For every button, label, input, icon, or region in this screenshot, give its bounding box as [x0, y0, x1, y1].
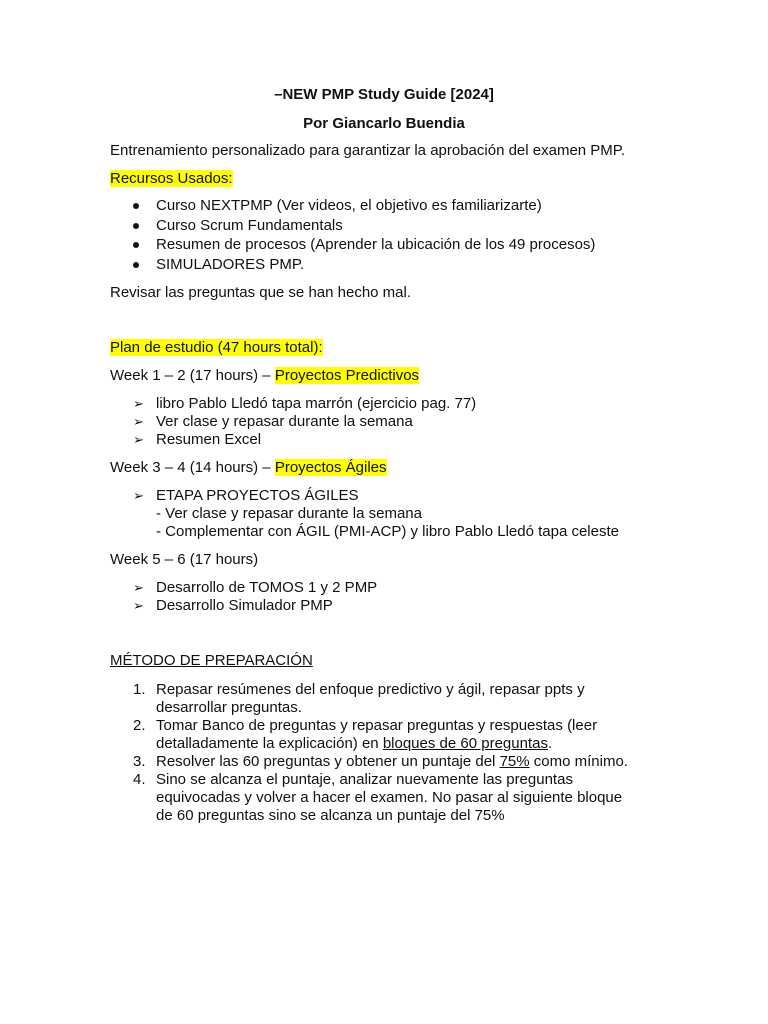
bullet-icon — [133, 223, 139, 229]
resources-heading-text: Recursos Usados: — [110, 170, 233, 187]
resource-item: Resumen de procesos (Aprender la ubicación de los 49 procesos) — [156, 236, 596, 253]
week-heading — [110, 367, 419, 384]
week-subitem: - Ver clase y repasar durante la semana — [156, 505, 422, 522]
list-number: 3. — [133, 753, 146, 770]
bullet-icon — [133, 203, 139, 209]
method-step-line: Sino se alcanza el puntaje, analizar nuevamente las preguntas — [156, 771, 573, 788]
method-text: Resolver las 60 preguntas y obtener un puntaje del — [156, 753, 500, 770]
week-heading — [110, 551, 258, 568]
arrow-bullet-icon: ➢ — [133, 580, 144, 595]
method-text: detalladamente la explicación) en — [156, 735, 383, 752]
method-text: como mínimo. — [529, 753, 628, 770]
method-step-line: Tomar Banco de preguntas y repasar preguntas y respuestas (leer — [156, 717, 598, 734]
week-label: Week 5 – 6 (17 hours) — [110, 551, 259, 568]
resource-item: Curso NEXTPMP (Ver videos, el objetivo es familiarizarte) — [156, 197, 542, 214]
week-item: Desarrollo de TOMOS 1 y 2 PMP — [156, 579, 378, 596]
week-label: Week 3 – 4 (14 hours) – — [110, 459, 275, 476]
bullet-icon — [133, 262, 139, 268]
resources-note: Revisar las preguntas que se han hecho mal. — [110, 284, 412, 301]
method-emphasis: 75% — [499, 753, 530, 770]
week-item: Desarrollo Simulador PMP — [156, 597, 333, 614]
arrow-bullet-icon: ➢ — [133, 598, 144, 613]
resource-item: Curso Scrum Fundamentals — [156, 217, 343, 234]
method-emphasis: bloques de 60 preguntas — [382, 735, 548, 752]
week-topic: Proyectos Predictivos — [274, 367, 420, 384]
arrow-bullet-icon: ➢ — [133, 396, 144, 411]
document-title: –NEW PMP Study Guide [2024] — [274, 86, 494, 103]
method-step-line: equivocadas y volver a hacer el examen. No pasar al siguiente bloque — [156, 789, 623, 806]
resources-heading — [110, 170, 233, 187]
week-item: Resumen Excel — [156, 431, 262, 448]
method-step-line — [156, 735, 552, 753]
week-item: libro Pablo Lledó tapa marrón (ejercicio pag. 77) — [156, 395, 477, 412]
week-item: Ver clase y repasar durante la semana — [156, 413, 413, 430]
week-label: Week 1 – 2 (17 hours) – — [110, 367, 275, 384]
method-step-line: de 60 preguntas sino se alcanza un puntaje del 75% — [156, 807, 505, 824]
method-text: . — [547, 735, 553, 752]
intro-paragraph: Entrenamiento personalizado para garantizar la aprobación del examen PMP. — [110, 142, 626, 159]
bullet-icon — [133, 242, 139, 248]
arrow-bullet-icon: ➢ — [133, 432, 144, 447]
method-step-line — [156, 753, 628, 771]
plan-heading-text: Plan de estudio (47 hours total): — [110, 339, 323, 356]
arrow-bullet-icon: ➢ — [133, 488, 144, 503]
resource-item: SIMULADORES PMP. — [156, 256, 305, 273]
plan-heading — [110, 339, 323, 356]
document-author: Por Giancarlo Buendia — [303, 115, 465, 132]
week-heading — [110, 459, 387, 476]
method-step-line: Repasar resúmenes del enfoque predictivo y ágil, repasar ppts y — [156, 681, 585, 698]
week-topic: Proyectos Ágiles — [274, 459, 387, 476]
week-item: ETAPA PROYECTOS ÁGILES — [156, 487, 359, 504]
list-number: 2. — [133, 717, 146, 734]
list-number: 4. — [133, 771, 146, 788]
method-step-line: desarrollar preguntas. — [156, 699, 302, 716]
week-subitem: - Complementar con ÁGIL (PMI-ACP) y libro Pablo Lledó tapa celeste — [156, 523, 619, 540]
method-heading: MÉTODO DE PREPARACIÓN — [110, 652, 313, 669]
arrow-bullet-icon: ➢ — [133, 414, 144, 429]
list-number: 1. — [133, 681, 146, 698]
